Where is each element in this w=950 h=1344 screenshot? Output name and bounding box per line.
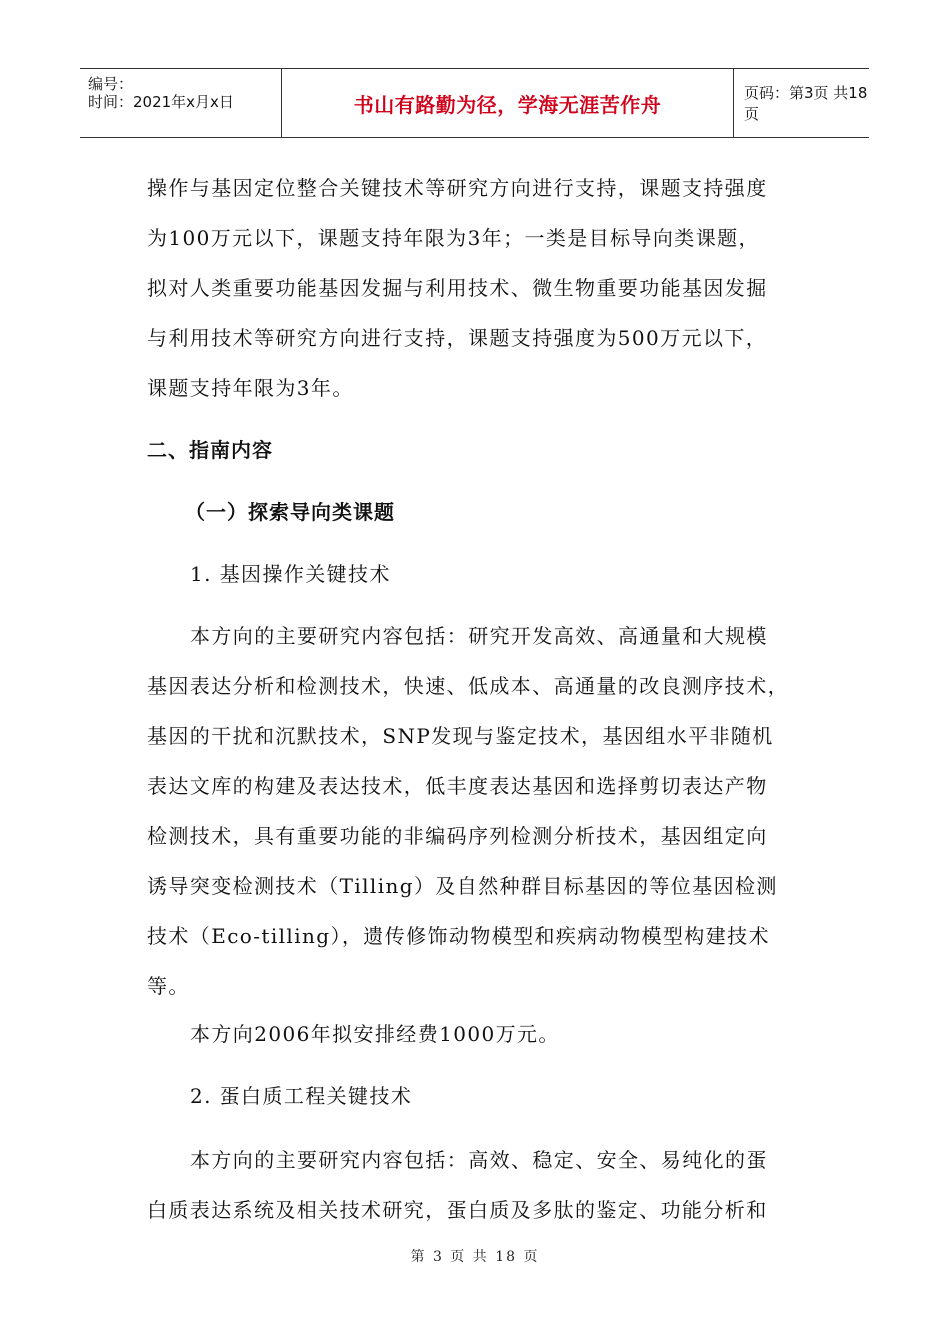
paragraph-line: 表达文库的构建及表达技术，低丰度表达基因和选择剪切表达产物 xyxy=(147,774,768,798)
paragraph-line: 本方向的主要研究内容包括：研究开发高效、高通量和大规模 xyxy=(190,624,768,648)
paragraph-line: 操作与基因定位整合关键技术等研究方向进行支持，课题支持强度 xyxy=(147,176,768,200)
paragraph-line: 基因表达分析和检测技术，快速、低成本、高通量的改良测序技术， xyxy=(147,674,789,698)
item-title: 1. 基因操作关键技术 xyxy=(190,562,391,586)
header-motto-cell xyxy=(282,69,734,137)
paragraph-line: 为100万元以下，课题支持年限为3年；一类是目标导向类课题， xyxy=(147,226,760,250)
page-footer: 第 3 页 共 18 页 xyxy=(410,1249,540,1265)
funding-note: 本方向2006年拟安排经费1000万元。 xyxy=(190,1022,560,1046)
paragraph-line: 与利用技术等研究方向进行支持，课题支持强度为500万元以下， xyxy=(147,326,768,350)
header-page-info: 页码：第3页 共18页 xyxy=(744,84,868,123)
paragraph-line: 基因的干扰和沉默技术，SNP发现与鉴定技术，基因组水平非随机 xyxy=(147,724,774,748)
header-page-cell xyxy=(734,69,869,137)
paragraph-line: 诱导突变检测技术（Tilling）及自然种群目标基因的等位基因检测 xyxy=(147,874,778,898)
paragraph-line: 本方向的主要研究内容包括：高效、稳定、安全、易纯化的蛋 xyxy=(190,1148,768,1172)
document-header xyxy=(80,68,869,138)
item-title: 2. 蛋白质工程关键技术 xyxy=(190,1084,413,1108)
paragraph-line: 检测技术，具有重要功能的非编码序列检测分析技术，基因组定向 xyxy=(147,824,768,848)
paragraph-line: 等。 xyxy=(147,974,190,998)
header-meta-cell xyxy=(80,69,282,137)
paragraph-line: 课题支持年限为3年。 xyxy=(147,376,354,400)
header-motto: 书山有路勤为径，学海无涯苦作舟 xyxy=(353,92,662,117)
paragraph-line: 拟对人类重要功能基因发掘与利用技术、微生物重要功能基因发掘 xyxy=(147,276,768,300)
section-heading: 二、指南内容 xyxy=(147,438,273,462)
paragraph-line: 技术（Eco-tilling），遗传修饰动物模型和疾病动物模型构建技术 xyxy=(147,924,770,948)
document-date-label: 时间：2021年x月x日 xyxy=(88,93,234,111)
document-number-label: 编号： xyxy=(88,75,134,93)
paragraph-line: 白质表达系统及相关技术研究，蛋白质及多肽的鉴定、功能分析和 xyxy=(147,1198,768,1222)
subsection-heading: （一）探索导向类课题 xyxy=(185,500,395,524)
